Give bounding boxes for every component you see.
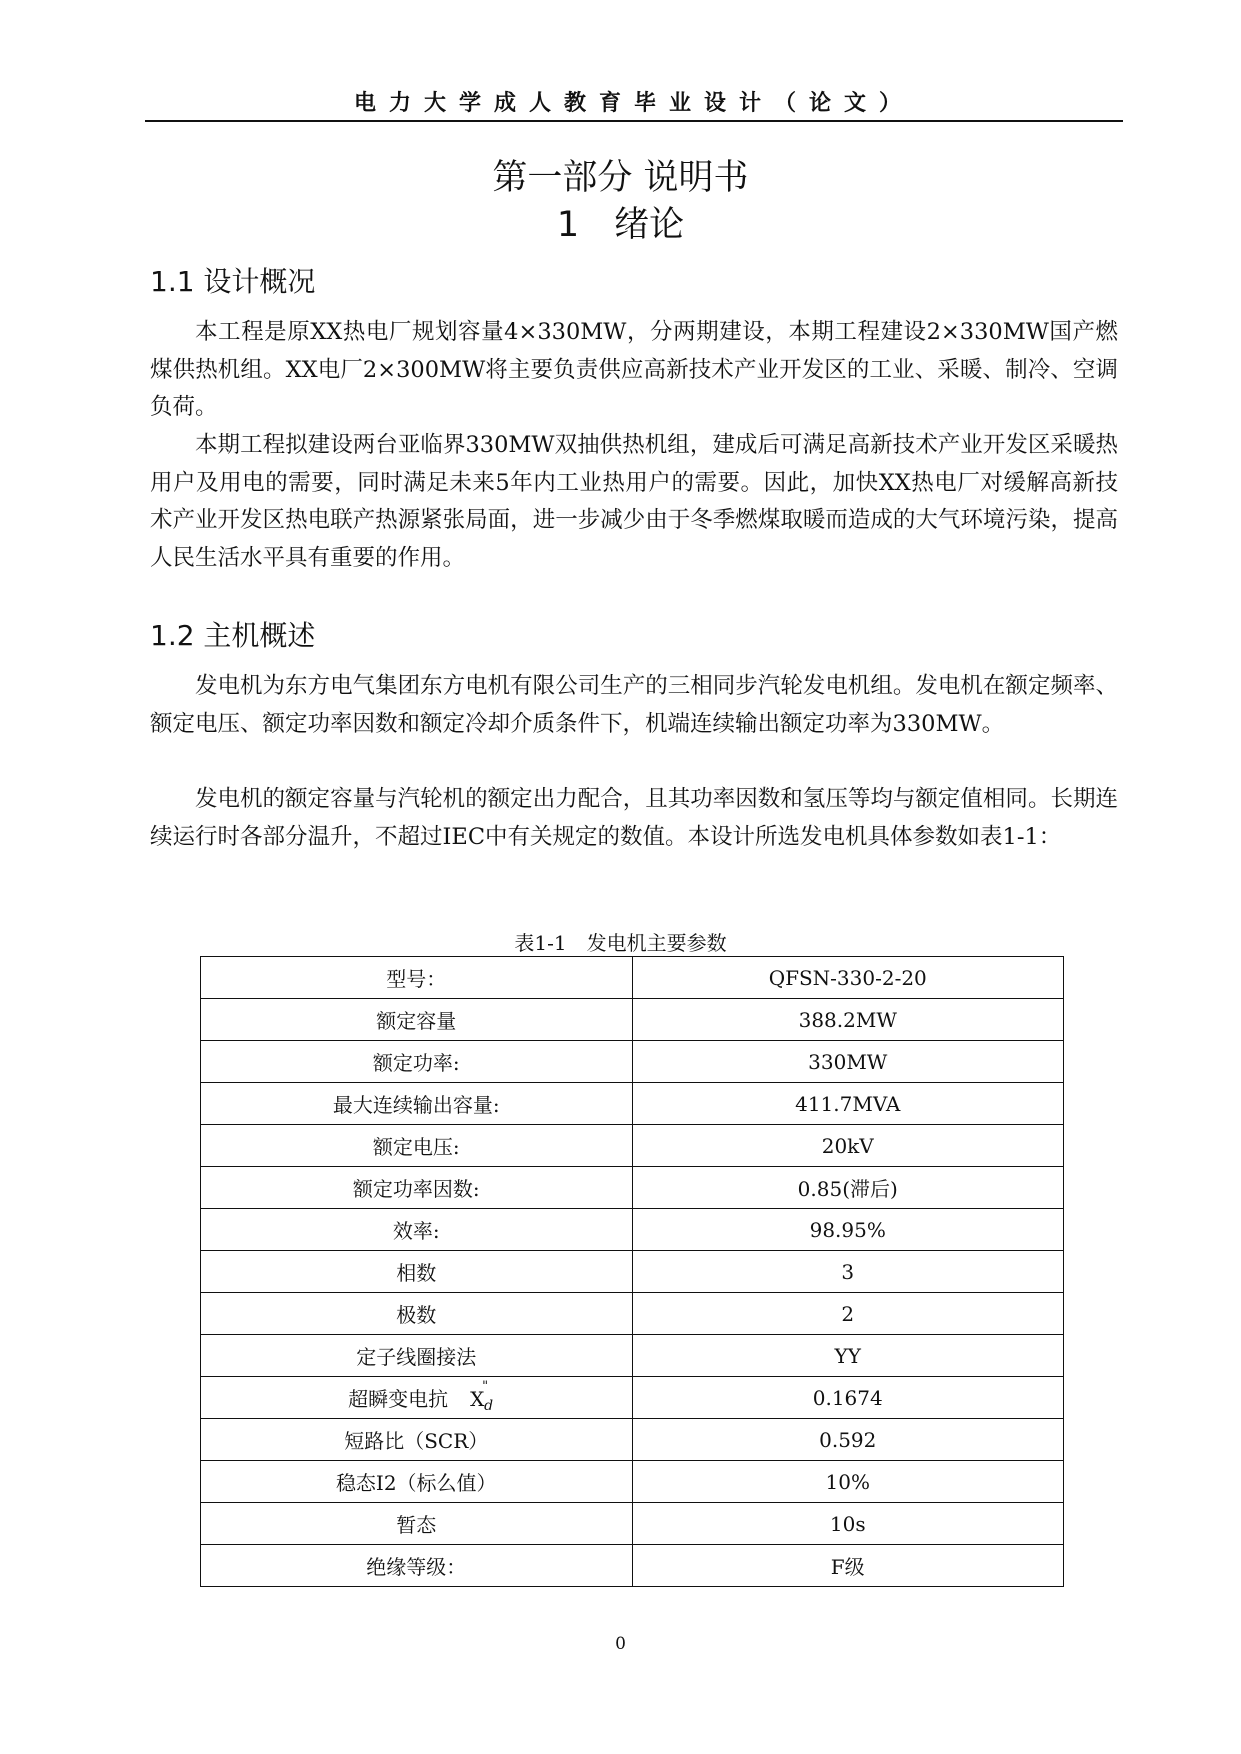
table-row [201, 957, 1064, 999]
param-value: 0.85(滞后) [632, 1167, 1064, 1209]
param-label: 超瞬变电抗 [348, 1387, 449, 1411]
reactance-symbol [470, 1379, 494, 1414]
param-label-cell [201, 1377, 633, 1419]
param-value: 330MW [632, 1041, 1064, 1083]
param-value: 0.592 [632, 1419, 1064, 1461]
param-value: 10% [632, 1461, 1064, 1503]
section-heading-1-2: 1.2 主机概述 [150, 619, 316, 652]
param-value: 0.1674 [632, 1377, 1064, 1419]
table-row [201, 1335, 1064, 1377]
table-caption: 表1-1 发电机主要参数 [514, 931, 727, 955]
table-row [201, 1209, 1064, 1251]
table-row [201, 1125, 1064, 1167]
table-row [201, 1461, 1064, 1503]
param-label: 暂态 [201, 1503, 633, 1545]
table-row [201, 999, 1064, 1041]
generator-parameters-table [200, 956, 1064, 1587]
param-label: 短路比（SCR） [201, 1419, 633, 1461]
param-label: 额定功率因数: [201, 1167, 633, 1209]
symbol-subscript: d [484, 1398, 494, 1414]
paragraph: 发电机为东方电气集团东方电机有限公司生产的三相同步汽轮发电机组。发电机在额定频率、额定电压、额定功率因数和额定冷却介质条件下，机端连续输出额定功率为330MW。 [150, 673, 1118, 737]
param-value: 10s [632, 1503, 1064, 1545]
param-label: 效率: [201, 1209, 633, 1251]
table-row [201, 1545, 1064, 1587]
table-row [201, 1377, 1064, 1419]
param-value: F级 [632, 1545, 1064, 1587]
param-label: 额定容量 [201, 999, 633, 1041]
param-value: 2 [632, 1293, 1064, 1335]
paragraph: 本工程是原XX热电厂规划容量4×330MW，分两期建设，本期工程建设2×330MW国产燃煤供热机组。XX电厂2×300MW将主要负责供应高新技术产业开发区的工业、采暖、制冷、空调负荷。 [150, 319, 1118, 420]
param-label: 绝缘等级： [201, 1545, 633, 1587]
table-row [201, 1083, 1064, 1125]
param-label: 型号： [201, 957, 633, 999]
param-label: 相数 [201, 1251, 633, 1293]
symbol-base: X [470, 1387, 485, 1411]
param-value: QFSN-330-2-20 [632, 957, 1064, 999]
table-row [201, 1167, 1064, 1209]
page-number: 0 [615, 1634, 626, 1654]
page-header: 电力大学成人教育毕业设计（论文） [353, 91, 914, 116]
table-row [201, 1419, 1064, 1461]
param-label: 极数 [201, 1293, 633, 1335]
table-row [201, 1251, 1064, 1293]
chapter-title: 1 绪论 [556, 205, 685, 245]
param-value: 411.7MVA [632, 1083, 1064, 1125]
paragraph: 本期工程拟建设两台亚临界330MW双抽供热机组，建成后可满足高新技术产业开发区采暖热用户及用电的需要，同时满足未来5年内工业热用户的需要。因此，加快XX热电厂对缓解高新技术产业开发区热电联产热源紧张局面，进一步减少由于冬季燃煤取暖而造成的大气环境污染，提高人民生活水平具有重要的作用。 [150, 432, 1118, 571]
param-value: YY [632, 1335, 1064, 1377]
param-label: 额定电压: [201, 1125, 633, 1167]
table-row [201, 1041, 1064, 1083]
section-heading-1-1: 1.1 设计概况 [150, 265, 316, 298]
part-title: 第一部分 说明书 [492, 158, 749, 198]
param-value: 3 [632, 1251, 1064, 1293]
param-value: 388.2MW [632, 999, 1064, 1041]
param-label: 定子线圈接法 [201, 1335, 633, 1377]
header-rule [145, 120, 1123, 122]
param-label: 额定功率: [201, 1041, 633, 1083]
table-row [201, 1503, 1064, 1545]
param-label: 最大连续输出容量: [201, 1083, 633, 1125]
paragraph: 发电机的额定容量与汽轮机的额定出力配合，且其功率因数和氢压等均与额定值相同。长期连续运行时各部分温升，不超过IEC中有关规定的数值。本设计所选发电机具体参数如表1-1： [150, 786, 1118, 850]
symbol-superscript: " [482, 1379, 489, 1394]
param-label: 稳态I2（标么值） [201, 1461, 633, 1503]
table-row [201, 1293, 1064, 1335]
param-value: 98.95% [632, 1209, 1064, 1251]
param-value: 20kV [632, 1125, 1064, 1167]
